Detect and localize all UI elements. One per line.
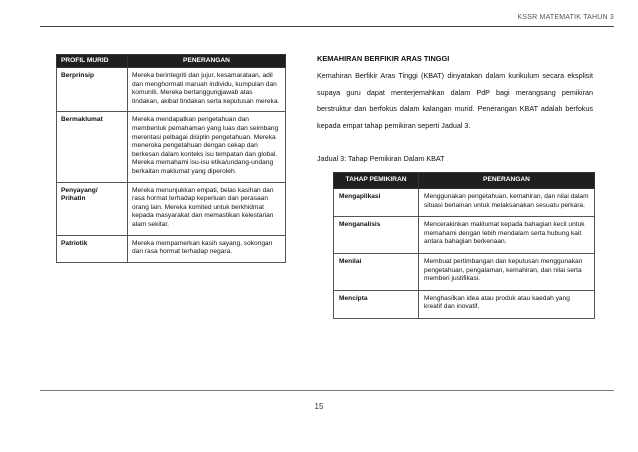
tahap-description: Membuat pertimbangan dan keputusan menggunakan pengetahuan, pengalaman, kemahiran, dan nilai serta memberi justifikasi. [419,253,595,290]
footer-divider [40,390,614,391]
profil-description: Mereka mendapatkan pengetahuan dan membentuk pemahaman yang luas dan seimbang merentasi pelbagai disiplin pengetahuan. Mereka meneroka pengetahuan dengan cekap dan berkesan dalam konteks isu tempatan dan global. Mereka memahami isu-isu etika/undang-undang berkaitan maklumat yang diperoleh. [128,112,286,182]
section-paragraph: Kemahiran Berfikir Aras Tinggi (KBAT) dinyatakan dalam kurikulum secara eksplisit supaya guru dapat menterjemahkan dalam PdP bagi merangsang pemikiran berstruktur dan berfokus dalam kalangan murid. Penerangan KBAT adalah berfokus kepada empat tahap pemikiran seperti Jadual 3. [317,71,593,130]
tahap-term: Mengaplikasi [334,189,419,217]
table-row [57,112,286,182]
header-divider [40,26,614,27]
profil-description: Mereka menunjukkan empati, belas kasihan dan rasa hormat terhadap keperluan dan perasaan orang lain. Mereka komited untuk berkhidmat kepada masyarakat dan memastikan kelestarian alam sekitar. [128,182,286,235]
profil-term: Bermaklumat [57,112,128,182]
tahap-pemikiran-table [333,172,595,319]
column-header-penerangan: PENERANGAN [128,55,286,68]
tahap-term: Mencipta [334,290,419,318]
table-row [334,290,595,318]
tahap-description: Menghasilkan idea atau produk atau kaedah yang kreatif dan inovatif. [419,290,595,318]
table-row [334,217,595,254]
tahap-description: Menggunakan pengetahuan, kemahiran, dan nilai dalam situasi berlainan untuk melaksanakan sesuatu perkara. [419,189,595,217]
profil-term: Berprinsip [57,68,128,112]
table-row [57,68,286,112]
column-header-profil: PROFIL MURID [57,55,128,68]
profil-term: Penyayang/ Prihatin [57,182,128,235]
table-caption: Jadual 3: Tahap Pemikiran Dalam KBAT [317,154,445,163]
tahap-term: Menilai [334,253,419,290]
column-header-penerangan: PENERANGAN [419,173,595,189]
table-header-row [334,173,595,189]
profil-description: Mereka berintegriti dan jujur, kesamarataan, adil dan menghormati maruah individu, kumpulan dan komuniti. Mereka bertanggungjawab atas tindakan, akibat tindakan serta keputusan mereka. [128,68,286,112]
table-header-row [57,55,286,68]
section-title: KEMAHIRAN BERFIKIR ARAS TINGGI [317,54,450,63]
running-header: KSSR MATEMATIK TAHUN 3 [517,14,614,21]
table-row [334,189,595,217]
profil-description: Mereka mempamerkan kasih sayang, sokongan dan rasa hormat terhadap negara. [128,235,286,262]
table-row [57,182,286,235]
profil-term: Patriotik [57,235,128,262]
page-number: 15 [314,402,324,411]
tahap-term: Menganalisis [334,217,419,254]
column-header-tahap: TAHAP PEMIKIRAN [334,173,419,189]
tahap-description: Mencerakinkan maklumat kepada bahagian kecil untuk memahami dengan lebih mendalam serta hubung kait antara bahagian berkenaan. [419,217,595,254]
profil-murid-table [56,54,286,263]
table-row [57,235,286,262]
table-row [334,253,595,290]
